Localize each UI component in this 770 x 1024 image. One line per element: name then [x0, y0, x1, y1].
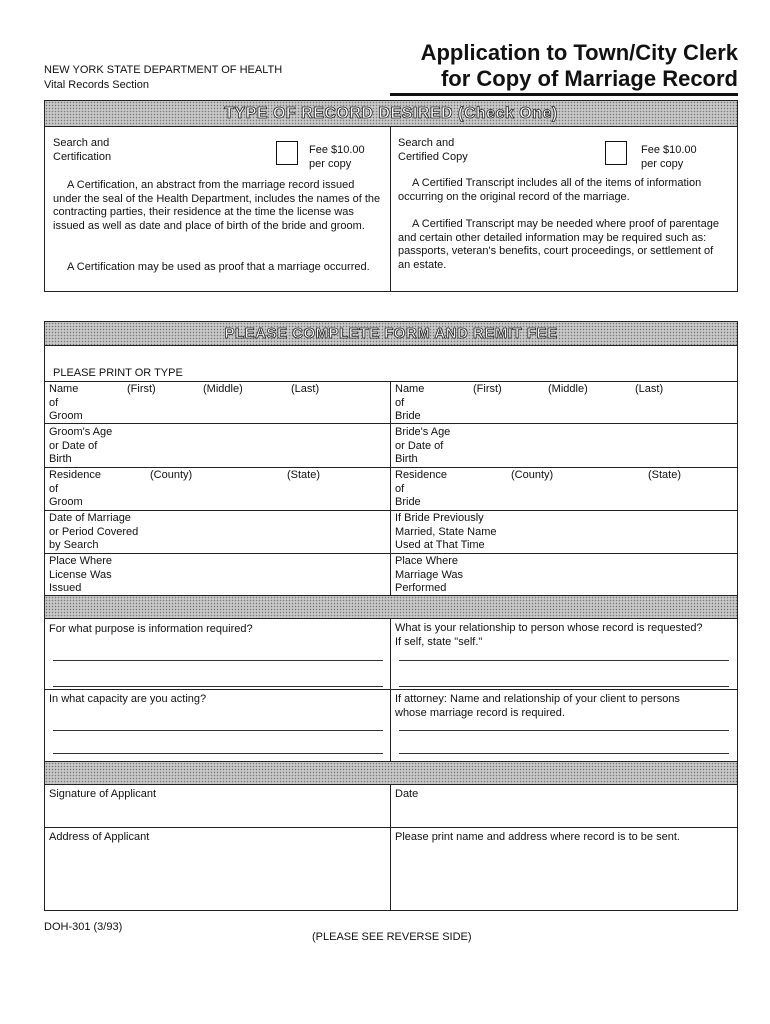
- label-line: Groom's Age: [49, 426, 113, 438]
- row-separator: [45, 553, 737, 554]
- label-line: Performed: [395, 582, 447, 594]
- label-line: Birth: [49, 453, 72, 465]
- question-line: What is your relationship to person whose record is requested?: [395, 622, 703, 634]
- label-line: of: [395, 482, 405, 495]
- certified-copy-checkbox[interactable]: [605, 141, 627, 165]
- title-rule: [390, 93, 738, 96]
- label-line: Name: [395, 383, 425, 395]
- fee-unit: per copy: [641, 157, 684, 170]
- label-line: by Search: [49, 539, 99, 551]
- purpose-divider: [390, 619, 391, 761]
- option-line: Search and: [53, 137, 110, 149]
- label-line: Used at That Time: [395, 539, 485, 551]
- date-label: Date: [395, 788, 419, 800]
- certified-copy-fee: [641, 144, 697, 171]
- bride-previous-name-field[interactable]: [395, 512, 733, 552]
- purpose-answer-line[interactable]: [53, 686, 383, 687]
- groom-first-label: (First): [127, 383, 156, 395]
- certification-fee: [309, 144, 365, 171]
- question-line: If attorney: Name and relationship of your client to persons: [395, 693, 680, 705]
- certification-checkbox[interactable]: [276, 141, 298, 165]
- certification-option-label: [53, 137, 111, 164]
- label-line: Groom: [49, 410, 83, 422]
- separator-band: [45, 761, 737, 785]
- bride-residence-field[interactable]: [395, 469, 733, 509]
- fee-unit: per copy: [309, 157, 352, 170]
- row-separator: [45, 467, 737, 468]
- attorney-answer-line[interactable]: [399, 730, 729, 731]
- bride-county-label: (County): [511, 469, 554, 481]
- label-line: Birth: [395, 453, 418, 465]
- label-line: Date of Marriage: [49, 512, 131, 524]
- relationship-question: [395, 622, 703, 649]
- send-to-address-field[interactable]: [395, 831, 733, 909]
- address-label: Address of Applicant: [49, 831, 150, 843]
- capacity-answer-line[interactable]: [53, 730, 383, 731]
- label-line: of: [49, 482, 59, 495]
- record-type-divider: [390, 127, 391, 291]
- signature-label: Signature of Applicant: [49, 788, 157, 800]
- option-line: Search and: [398, 137, 455, 149]
- label-line: Married, State Name: [395, 525, 497, 538]
- bride-first-label: (First): [473, 383, 502, 395]
- title-line-2: for Copy of Marriage Record: [440, 66, 738, 91]
- label-line: of: [395, 396, 405, 409]
- certification-note: A Certification may be used as proof that a marriage occurred.: [67, 261, 370, 273]
- relationship-answer-line[interactable]: [399, 686, 729, 687]
- applicant-address-field[interactable]: [49, 831, 387, 909]
- label-line: Place Where: [395, 555, 458, 567]
- grid-center-divider: [390, 381, 391, 595]
- label-line: Residence: [49, 469, 101, 481]
- label-line: or Period Covered: [49, 525, 139, 538]
- reverse-side-note: (PLEASE SEE REVERSE SIDE): [312, 931, 472, 943]
- capacity-answer-line[interactable]: [53, 753, 383, 754]
- groom-state-label: (State): [287, 469, 321, 481]
- label-line: If Bride Previously: [395, 512, 484, 524]
- question-line: If self, state "self.": [395, 635, 483, 648]
- label-line: License Was: [49, 568, 112, 581]
- label-line: Marriage Was: [395, 568, 464, 581]
- signature-field[interactable]: [49, 788, 387, 826]
- bride-middle-label: (Middle): [548, 383, 588, 395]
- title-line-1: Application to Town/City Clerk: [420, 40, 738, 65]
- place-marriage-performed-field[interactable]: [395, 555, 733, 595]
- label-line: Place Where: [49, 555, 112, 567]
- application-form: [44, 321, 738, 911]
- label-line: or Date of: [395, 439, 444, 452]
- label-line: Name: [49, 383, 79, 395]
- groom-county-label: (County): [150, 469, 193, 481]
- date-of-marriage-field[interactable]: [49, 512, 387, 552]
- bride-state-label: (State): [648, 469, 682, 481]
- certified-copy-option-label: [398, 137, 468, 164]
- section-name: Vital Records Section: [44, 79, 149, 91]
- fee-amount: Fee $10.00: [641, 144, 697, 156]
- row-separator: [45, 827, 737, 828]
- question-line: whose marriage record is required.: [395, 706, 565, 719]
- separator-band: [45, 595, 737, 619]
- complete-form-band: PLEASE COMPLETE FORM AND REMIT FEE: [45, 322, 737, 346]
- purpose-question: For what purpose is information required?: [49, 623, 253, 635]
- label-line: Bride: [395, 410, 421, 422]
- date-field[interactable]: [395, 788, 733, 826]
- department-name: NEW YORK STATE DEPARTMENT OF HEALTH: [44, 64, 283, 76]
- groom-age-field[interactable]: [49, 426, 387, 466]
- print-note: PLEASE PRINT OR TYPE: [53, 367, 183, 379]
- record-type-band: TYPE OF RECORD DESIRED (Check One): [45, 101, 737, 127]
- label-line: Issued: [49, 582, 82, 594]
- agency-header: [44, 63, 282, 93]
- label-line: of: [49, 396, 59, 409]
- option-line: Certified Copy: [398, 150, 468, 163]
- grid-top-line: [45, 381, 737, 382]
- certification-description: A Certification, an abstract from the marriage record issued under the seal of the Health Department, includes the names of the contracting parties, their residence at the time the license was issued as well as date and place of birth of the bride and groom.: [53, 179, 381, 232]
- attorney-question: [395, 693, 680, 720]
- row-separator: [45, 510, 737, 511]
- groom-residence-field[interactable]: [49, 469, 387, 509]
- label-line: Residence: [395, 469, 447, 481]
- certified-copy-description: A Certified Transcript includes all of the items of information occurring on the original record of the marriage.: [398, 177, 702, 203]
- send-to-label: Please print name and address where record is to be sent.: [395, 831, 680, 843]
- label-line: Bride's Age: [395, 426, 451, 438]
- bride-last-label: (Last): [635, 383, 664, 395]
- bride-age-field[interactable]: [395, 426, 733, 466]
- signature-divider: [390, 785, 391, 910]
- groom-last-label: (Last): [291, 383, 320, 395]
- purpose-answer-line[interactable]: [53, 660, 383, 661]
- label-line: Groom: [49, 496, 83, 508]
- relationship-answer-line[interactable]: [399, 660, 729, 661]
- capacity-question: In what capacity are you acting?: [49, 693, 207, 705]
- form-number: DOH-301 (3/93): [44, 921, 123, 933]
- attorney-answer-line[interactable]: [399, 753, 729, 754]
- record-type-section: [44, 100, 738, 292]
- place-license-issued-field[interactable]: [49, 555, 387, 595]
- option-line: Certification: [53, 150, 112, 163]
- groom-middle-label: (Middle): [203, 383, 243, 395]
- label-line: or Date of: [49, 439, 98, 452]
- certified-copy-note: A Certified Transcript may be needed where proof of parentage and certain other detailed information may be required such as: passports, veteran's benefits, court proceedings, or settlement of an estate.: [398, 218, 719, 271]
- form-title: [421, 40, 738, 92]
- label-line: Bride: [395, 496, 421, 508]
- row-separator: [45, 689, 737, 690]
- fee-amount: Fee $10.00: [309, 144, 365, 156]
